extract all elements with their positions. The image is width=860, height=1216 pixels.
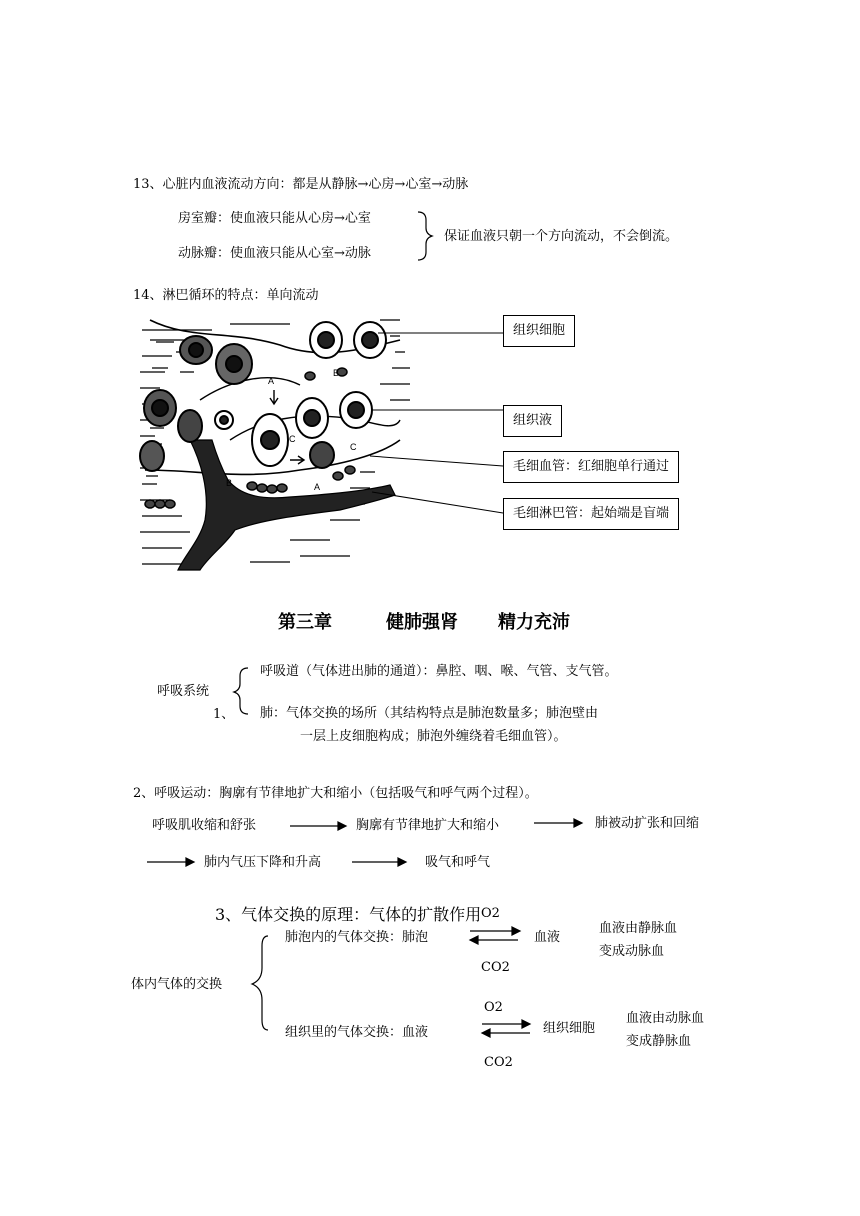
tissue-o2: O2: [484, 1000, 503, 1015]
diagram-letter-c1: C: [289, 434, 296, 444]
sec14-title: 14、淋巴循环的特点：单向流动: [133, 288, 319, 303]
item2-title: 2、呼吸运动：胸廓有节律地扩大和缩小（包括吸气和呼气两个过程）。: [133, 786, 538, 801]
red-blood-cells: [145, 368, 355, 508]
respiratory-tract: 呼吸道（气体进出肺的通道）：鼻腔、咽、喉、气管、支气管。: [260, 664, 618, 679]
lung-line2: 一层上皮细胞构成；肺泡外缠绕着毛细血管）。: [300, 729, 567, 744]
tissue-result-2: 变成静脉血: [626, 1034, 692, 1049]
lymph-vessel: [178, 440, 395, 570]
alveolar-target: 血液: [534, 930, 561, 945]
process-step-1: 呼吸肌收缩和舒张: [152, 818, 257, 833]
system-brace: [234, 668, 248, 714]
item3-title: 3、气体交换的原理：气体的扩散作用: [215, 905, 482, 924]
alveolar-o2: O2: [481, 906, 500, 921]
process-step-2: 胸廓有节律地扩大和缩小: [356, 818, 500, 833]
lymph-diagram: [140, 320, 410, 570]
lung-line1: 肺：气体交换的场所（其结构特点是肺泡数量多；肺泡壁由: [260, 706, 599, 721]
body-gas-exchange: 体内气体的交换: [131, 977, 223, 992]
chapter-subtitle-1: 健肺强肾: [386, 612, 458, 633]
process-step-5: 吸气和呼气: [425, 855, 491, 870]
tissue-target: 组织细胞: [543, 1021, 596, 1036]
valve-arterial: 动脉瓣：使血液只能从心室→动脉: [178, 246, 371, 261]
tissue-co2: CO2: [484, 1055, 513, 1070]
label-capillary: 毛细血管：红细胞单行通过: [503, 451, 679, 483]
label-tissue-fluid: 组织液: [503, 405, 562, 437]
process-step-3: 肺被动扩张和回缩: [595, 816, 700, 831]
chapter-subtitle-2: 精力充沛: [498, 612, 570, 633]
chapter-title: 第三章: [278, 612, 332, 633]
valve-atrioventricular: 房室瓣：使血液只能从心房→心室: [178, 211, 371, 226]
alveolar-exchange-label: 肺泡内的气体交换：肺泡: [285, 930, 429, 945]
diagram-letter-c2: C: [350, 442, 357, 452]
exchange-arrows: [470, 927, 530, 1037]
sec13-title: 13、心脏内血液流动方向：都是从静脉→心房→心室→动脉: [133, 177, 469, 192]
process-step-4: 肺内气压下降和升高: [204, 855, 322, 870]
diagram-letter-b1: B: [333, 368, 340, 378]
diagram-letter-a1: A: [268, 376, 275, 386]
alveolar-co2: CO2: [481, 960, 510, 975]
item1-number: 1、: [213, 707, 235, 722]
exchange-brace: [252, 936, 268, 1030]
label-lymph-capillary: 毛细淋巴管：起始端是盲端: [503, 498, 679, 530]
tissue-result-1: 血液由动脉血: [626, 1011, 705, 1026]
label-tissue-cell: 组织细胞: [503, 315, 575, 347]
alveolar-result-1: 血液由静脉血: [599, 921, 678, 936]
diagram-letter-b2: B: [226, 478, 233, 488]
valve-result: 保证血液只朝一个方向流动，不会倒流。: [444, 229, 679, 244]
alveolar-result-2: 变成动脉血: [599, 944, 665, 959]
valve-brace: [418, 212, 432, 260]
tissue-exchange-label: 组织里的气体交换：血液: [285, 1025, 429, 1040]
respiratory-system: 呼吸系统: [157, 684, 210, 699]
diagram-letter-a2: A: [314, 482, 321, 492]
